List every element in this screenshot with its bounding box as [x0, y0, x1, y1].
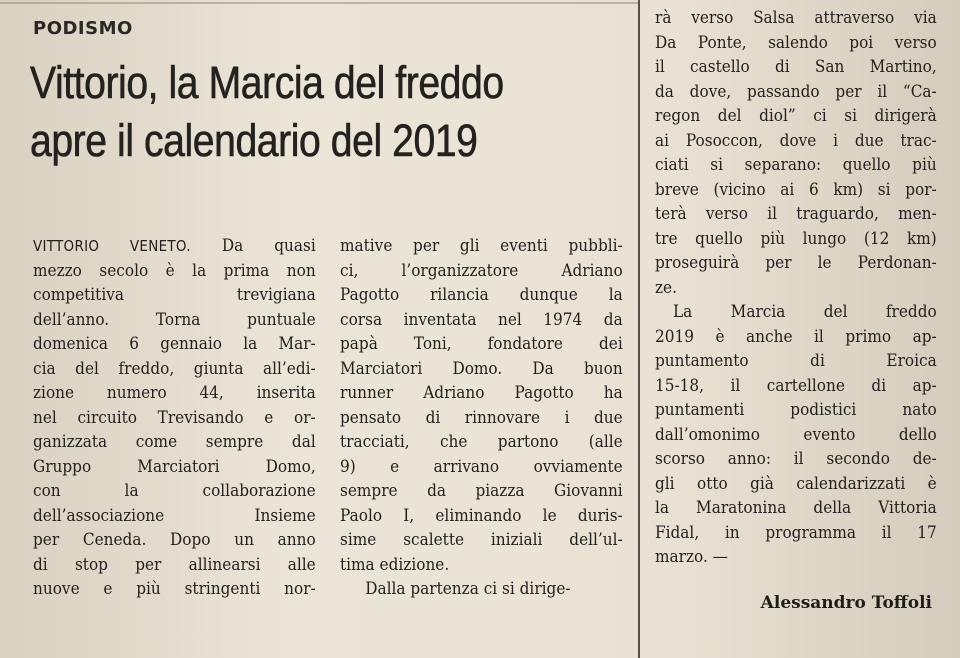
text-line: nel circuito Trevisando e or- — [33, 407, 316, 428]
headline-line-2: apre il calendario del 2019 — [30, 115, 478, 166]
text-line: sempre da piazza Giovanni — [340, 481, 623, 501]
text-line: zione numero 44, inserita — [33, 383, 316, 403]
text-line: VITTORIO VENETO. Da quasi — [33, 236, 316, 256]
text-line: ze. — [655, 277, 677, 298]
text-line: rà verso Salsa attraverso via — [655, 8, 937, 28]
text-line: 15-18, il cartellone di ap- — [655, 375, 937, 396]
text-line: dell’associazione Insieme — [33, 505, 316, 526]
text-line: ai Posoccon, dove i due trac- — [655, 130, 937, 151]
text-line: la Maratonina della Vittoria — [655, 498, 937, 518]
article-column-1 — [33, 234, 316, 602]
text-line: terà verso il traguardo, men- — [655, 204, 937, 224]
text-line: 2019 è anche il primo ap- — [655, 326, 937, 347]
text-line: gli otto già calendarizzati è — [655, 473, 937, 494]
text-line: breve (vicino ai 6 km) si por- — [655, 179, 937, 200]
author-byline: Alessandro Toffoli — [760, 593, 932, 613]
text-line: La Marcia del freddo — [673, 302, 937, 322]
text-line: nuove e più stringenti nor- — [33, 579, 316, 599]
text-line: regon del diol” ci si dirigerà — [655, 106, 937, 126]
text-line: Gruppo Marciatori Domo, — [33, 456, 316, 477]
text-line: corsa inventata nel 1974 da — [340, 309, 623, 330]
text-line: ganizzata come sempre dal — [33, 432, 316, 452]
text-line: mezzo secolo è la prima non — [33, 260, 316, 281]
text-line: competitiva trevigiana — [33, 285, 316, 305]
text-line: papà Toni, fondatore dei — [340, 334, 623, 354]
text-line: tre quello più lungo (12 km) — [655, 228, 937, 249]
top-rule — [0, 2, 638, 4]
text-line: scorso anno: il secondo de- — [655, 449, 937, 469]
text-line: Pagotto rilancia dunque la — [340, 285, 623, 305]
text-line: domenica 6 gennaio la Mar- — [33, 334, 316, 354]
article-column-2 — [340, 234, 623, 602]
text-line: marzo. — — [655, 547, 728, 567]
text-line: da dove, passando per il “Ca- — [655, 81, 937, 102]
text-line: ci, l’organizzatore Adriano — [340, 260, 623, 281]
text-line: mative per gli eventi pubbli- — [340, 236, 623, 256]
text-line: dell’anno. Torna puntuale — [33, 309, 316, 330]
text-line: il castello di San Martino, — [655, 57, 937, 77]
text-line: pensato di rinnovare i due — [340, 407, 623, 428]
column-divider — [638, 0, 640, 658]
text-line: Fidal, in programma il 17 — [655, 522, 937, 543]
text-line: puntamenti podistici nato — [655, 400, 937, 420]
text-line: Marciatori Domo. Da buon — [340, 358, 623, 379]
headline — [30, 54, 552, 170]
article-column-3 — [655, 6, 937, 570]
text-line: per Ceneda. Dopo un anno — [33, 530, 316, 550]
text-line: 9) e arrivano ovviamente — [340, 456, 623, 477]
text-line: proseguirà per le Perdonan- — [655, 253, 937, 273]
text-line: dall’omonimo evento dello — [655, 424, 937, 445]
headline-line-1: Vittorio, la Marcia del freddo — [30, 57, 504, 108]
text-line: puntamento di Eroica — [655, 351, 937, 371]
text-line: di stop per allinearsi alle — [33, 554, 316, 575]
text-line: con la collaborazione — [33, 481, 316, 501]
text-line: ciati si separano: quello più — [655, 155, 937, 175]
text-line: Da Ponte, salendo poi verso — [655, 32, 937, 53]
text-line: cia del freddo, giunta all’edi- — [33, 358, 316, 379]
text-line: Paolo I, eliminando le duris- — [340, 505, 623, 526]
dateline: VITTORIO VENETO. — [33, 237, 191, 255]
text-line: sime scalette iniziali dell’ul- — [340, 530, 623, 550]
text-line: runner Adriano Pagotto ha — [340, 383, 623, 403]
section-kicker: PODISMO — [33, 18, 133, 39]
text-line: tima edizione. — [340, 554, 450, 575]
text-line: Dalla partenza ci si dirige- — [365, 579, 571, 599]
text-line: tracciati, che partono (alle — [340, 432, 623, 452]
